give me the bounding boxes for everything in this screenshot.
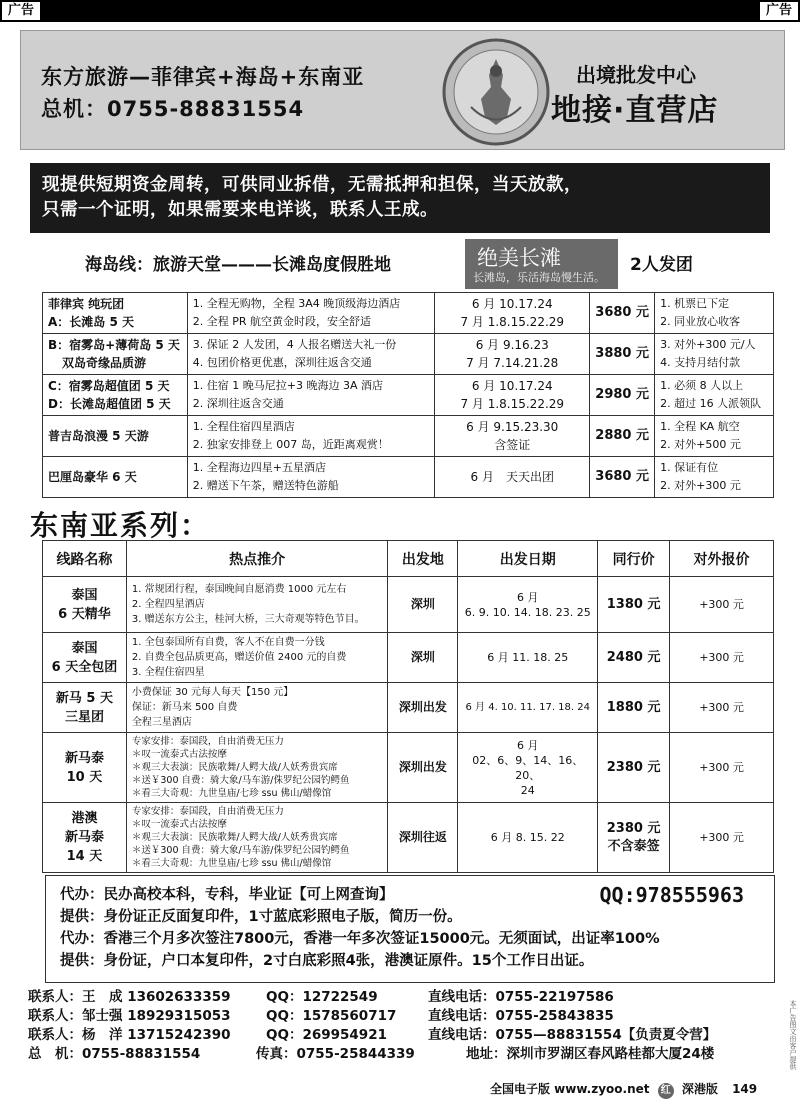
header-departure: 出发地 xyxy=(388,541,458,577)
points-cell: 专家安排：泰国段，自由消费无压力 ＊叹一流泰式古法按摩 ＊观三大表演：民族歌舞/人鳄大战/人妖秀贵宾席 ＊送￥300 自费：骑大象/马车游/侏罗纪公园钓鳄鱼 ＊看三大奇观：九世皇庙/七珍 ssu 佛山/蜡像馆 xyxy=(126,733,388,803)
table-row xyxy=(43,293,774,334)
dates-cell: 6 月 11. 18. 25 xyxy=(458,633,598,683)
dates-cell: 6 月 4. 10. 11. 17. 18. 24 xyxy=(458,683,598,733)
notes-cell: 1. 全程 KA 航空 2. 对外+500 元 xyxy=(655,416,774,457)
price-cell: 2480 元 xyxy=(598,633,670,683)
points-cell: 3. 保证 2 人发团，4 人报名赠送大礼一份 4. 包团价格更优惠，深圳往返含交通 xyxy=(187,334,435,375)
contact-row xyxy=(28,1007,778,1026)
page-number: 149 xyxy=(732,1082,758,1096)
switchboard: 总 机：0755-88831554 xyxy=(28,1046,201,1062)
points-cell: 1. 全包泰国所有自费，客人不在自费一分钱 2. 自费全包品质更高，赠送价值 2400 元的自费 3. 全程住宿四星 xyxy=(126,633,388,683)
table-row xyxy=(43,375,774,416)
table-row xyxy=(43,733,774,803)
notes-cell: 1. 必须 8 人以上 2. 超过 16 人派领队 xyxy=(655,375,774,416)
buddha-logo-icon xyxy=(441,37,551,147)
dates-cell: 6 月 10.17.24 7 月 1.8.15.22.29 xyxy=(435,375,590,416)
route-cell: B：宿雾岛+薄荷岛 5 天 双岛奇缘品质游 xyxy=(43,334,188,375)
table-row xyxy=(43,633,774,683)
table-row xyxy=(43,334,774,375)
service-line-3: 代办：香港三个月多次签注7800元，香港一年多次签证15000元。无须面试，出证率100% xyxy=(60,931,660,947)
points-cell: 专家安排：泰国段，自由消费无压力 ＊叹一流泰式古法按摩 ＊观三大表演：民族歌舞/人鳄大战/人妖秀贵宾席 ＊送￥300 自费：骑大象/马车游/侏罗纪公园钓鳄鱼 ＊看三大奇观：九世皇庙/七珍 ssu 佛山/蜡像馆 xyxy=(126,803,388,873)
contact-row xyxy=(28,988,778,1007)
price-cell: 2380 元 xyxy=(598,733,670,803)
notes-cell: 1. 保证有位 2. 对外+300 元 xyxy=(655,457,774,498)
public-price-cell: +300 元 xyxy=(670,683,774,733)
dates-cell: 6 月 02、6、9、14、16、20、 24 xyxy=(458,733,598,803)
price-cell: 2880 元 xyxy=(590,416,655,457)
island-table xyxy=(42,292,774,498)
from-cell: 深圳往返 xyxy=(388,803,458,873)
ad-label-left: 广告 xyxy=(2,2,40,20)
boracay-image-caption: 长滩岛，乐活海岛慢生活。 xyxy=(473,271,605,284)
price-cell: 2980 元 xyxy=(590,375,655,416)
company-title: 东方旅游—菲律宾+海岛+东南亚 xyxy=(41,65,365,89)
header-highlights: 热点推介 xyxy=(126,541,388,577)
points-cell: 小费保证 30 元每人每天【150 元】 保证：新马来 500 自费 全程三星酒店 xyxy=(126,683,388,733)
loan-notice xyxy=(30,163,770,233)
route-cell: C：宿雾岛超值团 5 天 D：长滩岛超值团 5 天 xyxy=(43,375,188,416)
public-price-cell: +300 元 xyxy=(670,577,774,633)
fax: 传真：0755-25844339 xyxy=(256,1046,415,1062)
route-cell: 巴厘岛豪华 6 天 xyxy=(43,457,188,498)
route-cell: 港澳 新马泰 14 天 xyxy=(43,803,127,873)
header-route: 线路名称 xyxy=(43,541,127,577)
footer-edition: 深港版 xyxy=(681,1082,718,1096)
public-price-cell: +300 元 xyxy=(670,733,774,803)
from-cell: 深圳出发 xyxy=(388,733,458,803)
island-headline: 海岛线：旅游天堂———长滩岛度假胜地 xyxy=(85,255,391,275)
from-cell: 深圳 xyxy=(388,577,458,633)
contact-row xyxy=(28,1026,778,1045)
contact-qq: QQ：269954921 xyxy=(266,1027,387,1043)
footer-site: 全国电子版 www.zyoo.net xyxy=(490,1082,650,1096)
ad-label-right: 广告 xyxy=(760,2,798,20)
table-row xyxy=(43,683,774,733)
price-cell: 1380 元 xyxy=(598,577,670,633)
contact-qq: QQ：1578560717 xyxy=(266,1008,397,1024)
route-cell: 普吉岛浪漫 5 天游 xyxy=(43,416,188,457)
wholesale-center: 出境批发中心 xyxy=(576,63,696,87)
points-cell: 1. 全程无购物，全程 3A4 晚顶级海边酒店 2. 全程 PR 航空黄金时段，安全舒适 xyxy=(187,293,435,334)
notice-line-1: 现提供短期资金周转，可供同业拆借，无需抵押和担保，当天放款， xyxy=(42,175,582,195)
footer-badge-icon: 红 xyxy=(658,1083,674,1099)
table-row xyxy=(43,577,774,633)
contact-qq: QQ：12722549 xyxy=(266,989,378,1005)
points-cell: 1. 住宿 1 晚马尼拉+3 晚海边 3A 酒店 2. 深圳往返含交通 xyxy=(187,375,435,416)
header-public-price: 对外报价 xyxy=(670,541,774,577)
services-qq: QQ:978555963 xyxy=(599,883,744,907)
price-cell: 2380 元 不含泰签 xyxy=(598,803,670,873)
notice-line-2: 只需一个证明，如果需要来电详谈，联系人王成。 xyxy=(42,200,438,220)
contact-phone: 直线电话：0755-25843835 xyxy=(428,1008,614,1024)
service-line-4: 提供：身份证，户口本复印件，2寸白底彩照4张，港澳证原件。15个工作日出证。 xyxy=(60,953,594,969)
from-cell: 深圳出发 xyxy=(388,683,458,733)
table-row xyxy=(43,803,774,873)
service-line-1: 代办：民办高校本科，专科，毕业证【可上网查询】 xyxy=(60,887,394,903)
contact-list xyxy=(28,988,778,1064)
public-price-cell: +300 元 xyxy=(670,803,774,873)
route-cell: 泰国 6 天精华 xyxy=(43,577,127,633)
direct-store: 地接·直营店 xyxy=(551,93,719,128)
services-box xyxy=(45,875,775,983)
notes-cell: 1. 机票已下定 2. 同业放心收客 xyxy=(655,293,774,334)
table-row xyxy=(43,457,774,498)
address: 地址：深圳市罗湖区春风路桂都大厦24楼 xyxy=(466,1046,715,1062)
price-cell: 1880 元 xyxy=(598,683,670,733)
group-size-note: 2人发团 xyxy=(630,255,693,275)
side-note: 本广告图文由客户提供 xyxy=(789,1000,797,1070)
dates-cell: 6 月 8. 15. 22 xyxy=(458,803,598,873)
points-cell: 1. 全程海边四星+五星酒店 2. 赠送下午茶，赠送特色游船 xyxy=(187,457,435,498)
table-header-row xyxy=(43,541,774,577)
boracay-image xyxy=(465,239,618,289)
southeast-asia-headline: 东南亚系列： xyxy=(30,509,211,542)
header-dates: 出发日期 xyxy=(458,541,598,577)
route-cell: 菲律宾 纯玩团 A：长滩岛 5 天 xyxy=(43,293,188,334)
page-footer xyxy=(490,1080,757,1099)
route-cell: 新马泰 10 天 xyxy=(43,733,127,803)
dates-cell: 6 月 6. 9. 10. 14. 18. 23. 25 xyxy=(458,577,598,633)
dates-cell: 6 月 天天出团 xyxy=(435,457,590,498)
points-cell: 1. 常规团行程，泰国晚间自愿消费 1000 元左右 2. 全程四星酒店 3. 赠送东方公主，桂河大桥，三大奇观等特色节目。 xyxy=(126,577,388,633)
price-cell: 3880 元 xyxy=(590,334,655,375)
contact-row xyxy=(28,1045,778,1064)
price-cell: 3680 元 xyxy=(590,457,655,498)
dates-cell: 6 月 9.15.23.30 含签证 xyxy=(435,416,590,457)
price-cell: 3680 元 xyxy=(590,293,655,334)
service-line-2: 提供：身份证正反面复印件，1寸蓝底彩照电子版，简历一份。 xyxy=(60,909,462,925)
route-cell: 泰国 6 天全包团 xyxy=(43,633,127,683)
dates-cell: 6 月 9.16.23 7 月 7.14.21.28 xyxy=(435,334,590,375)
contact-person: 联系人：杨 洋 13715242390 xyxy=(28,1027,231,1043)
contact-phone: 直线电话：0755—88831554【负责夏令营】 xyxy=(428,1027,717,1043)
route-cell: 新马 5 天 三星团 xyxy=(43,683,127,733)
table-row xyxy=(43,416,774,457)
southeast-asia-table xyxy=(42,540,774,873)
points-cell: 1. 全程住宿四星酒店 2. 独家安排登上 007 岛，近距离观赏！ xyxy=(187,416,435,457)
company-phone: 总机：0755-88831554 xyxy=(41,97,305,121)
contact-person: 联系人：邹士强 18929315053 xyxy=(28,1008,231,1024)
boracay-image-title: 绝美长滩 xyxy=(477,246,561,270)
header-banner xyxy=(20,30,785,150)
public-price-cell: +300 元 xyxy=(670,633,774,683)
top-bar xyxy=(0,0,800,22)
from-cell: 深圳 xyxy=(388,633,458,683)
notes-cell: 3. 对外+300 元/人 4. 支持月结付款 xyxy=(655,334,774,375)
dates-cell: 6 月 10.17.24 7 月 1.8.15.22.29 xyxy=(435,293,590,334)
contact-phone: 直线电话：0755-22197586 xyxy=(428,989,614,1005)
header-trade-price: 同行价 xyxy=(598,541,670,577)
contact-person: 联系人：王 成 13602633359 xyxy=(28,989,231,1005)
